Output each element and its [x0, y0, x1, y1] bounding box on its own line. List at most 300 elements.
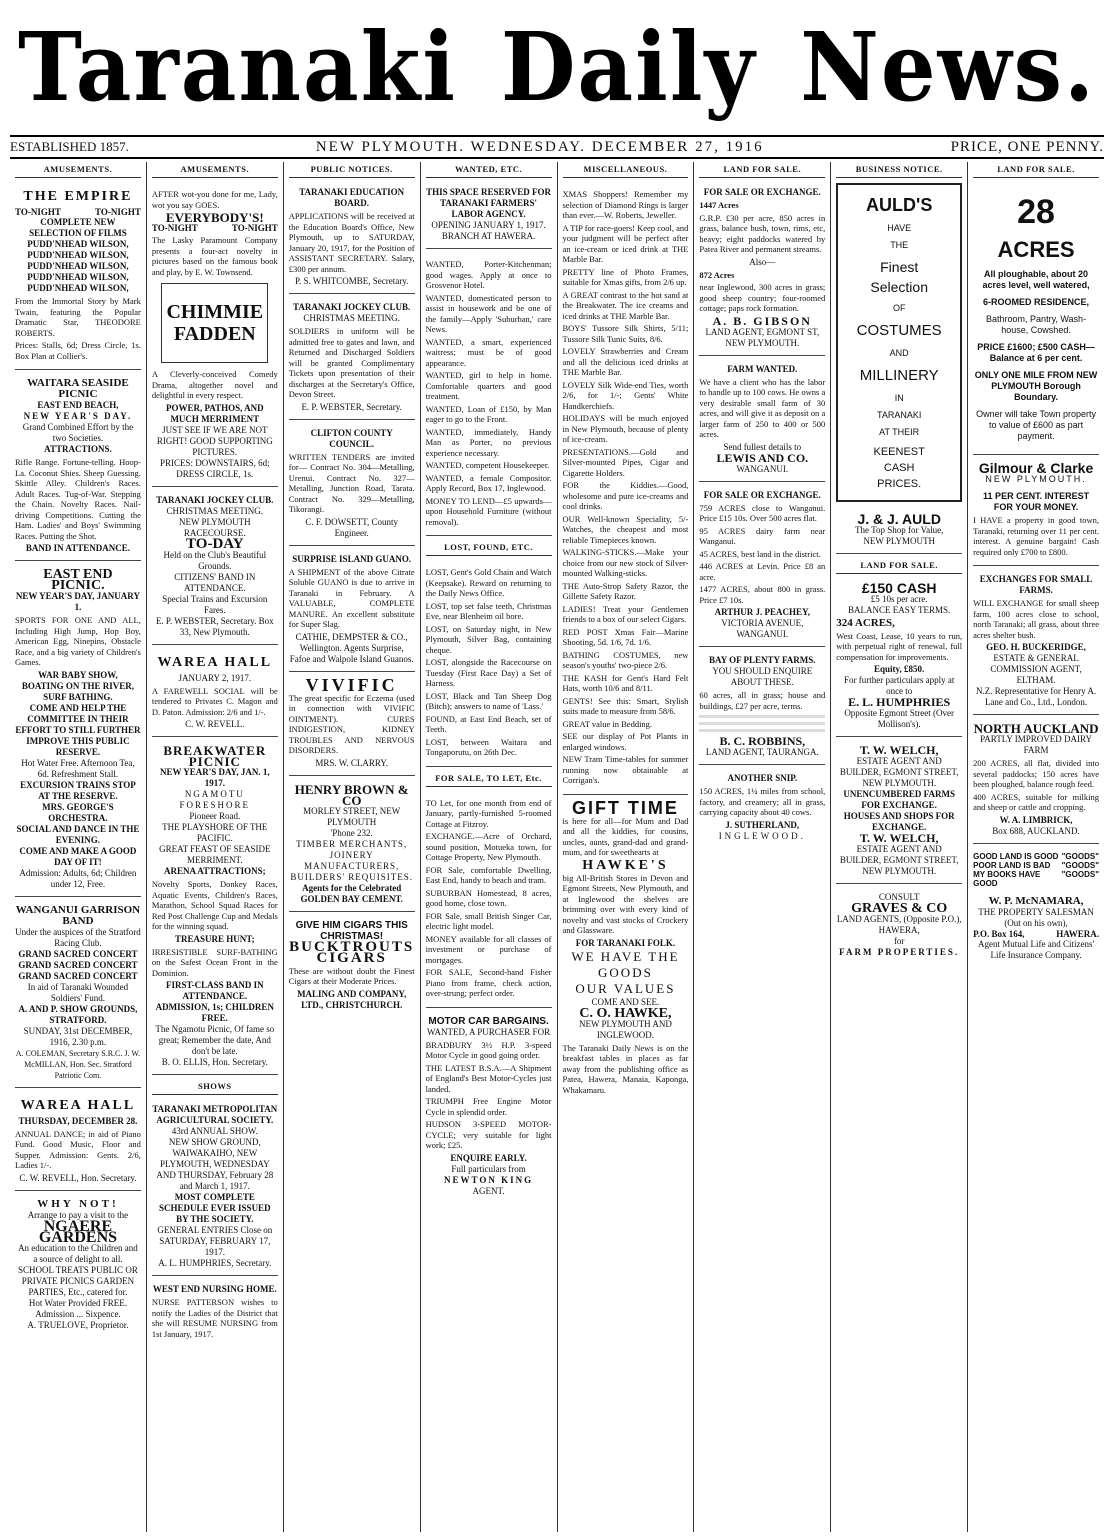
price-1600: PRICE £1600; £500 CASH— Balance at 6 per cent.: [977, 342, 1095, 363]
vivific-title: VIVIFIC: [305, 674, 398, 695]
surprise-ad: [289, 550, 415, 672]
motor-ad: [426, 1012, 552, 1203]
aulds-ad: [836, 183, 962, 502]
of: OF: [892, 303, 906, 313]
columns: [10, 162, 1104, 1532]
farm-wanted-ad: [699, 360, 825, 482]
mutual: Agent Mutual Life and Citizens' Life Insurance Company.: [978, 938, 1095, 960]
social: SOCIAL AND DANCE IN THE EVENING.: [16, 823, 140, 845]
whynot: WHY NOT!: [37, 1197, 119, 1210]
sale-item: SUBURBAN Homestead, 8 acres, good home, close town.: [425, 887, 552, 908]
jockey-title: TARANAKI JOCKEY CLUB.: [156, 494, 274, 505]
chimmie-fadden-logo: CHIMMIE FADDEN: [161, 283, 268, 363]
pudd-2: PUDD'NHEAD WILSON,: [27, 250, 129, 260]
picnic-poem: The Ngamotu Picnic, Of fame so great; Remember the date, And don't be late.: [155, 1024, 275, 1056]
money-lend: MONEY TO LEND—£5 upwards—upon Household Furniture (without removal).: [425, 495, 552, 527]
welch2-addr: ESTATE AGENT AND BUILDER, EGMONT STREET, NEW PLYMOUTH.: [839, 844, 959, 876]
co-addr: NEW PLYMOUTH AND INGLEWOOD.: [578, 1018, 672, 1040]
eastend-title: EAST END PICNIC.: [43, 567, 113, 593]
owner: Owner will take Town property to value of £600 as part payment.: [976, 409, 1096, 441]
misc-item: BATHING COSTUMES, new season's youths' two-piece 2/6.: [562, 649, 689, 670]
concert-2: GRAND SACRED CONCERT: [18, 959, 138, 970]
sale-header: FOR SALE, TO LET, Etc.: [426, 771, 552, 787]
wanted-item: WANTED, Porter-Kitchenman; good wages. Apply at once to Grosvenor Hotel.: [425, 259, 552, 290]
misc-item: RED POST Xmas Fair—Marine Shooting, 5d. 1/6, 7d. 1/6.: [562, 626, 689, 647]
ploughable: All ploughable, about 20 acres level, well watered,: [982, 269, 1090, 290]
plenty-title: BAY OF PLENTY FARMS.: [709, 655, 816, 665]
motor-item: TRIUMPH Free Engine Motor Cycle in splendid order.: [425, 1096, 552, 1117]
gibson: A. B. GIBSON: [712, 313, 812, 328]
ngaere-sign: A. TRUELOVE, Proprietor.: [27, 1319, 129, 1330]
mcnamara-ad: [973, 848, 1099, 967]
the: THE: [890, 240, 909, 250]
our-values: OUR VALUES: [575, 980, 676, 996]
column-header: AMUSEMENTS.: [152, 162, 278, 178]
prices: PRICES.: [877, 478, 922, 490]
welch-2: T. W. WELCH,: [859, 831, 939, 845]
column-land-for-sale-2: [967, 162, 1104, 1532]
lost-item: LOST, on Saturday night, in New Plymouth, Silver Bag, containing cheque.: [425, 623, 552, 655]
lost-item: LOST, alongside the Racecourse on Tuesday (First Race Day) a Set of Harness.: [425, 657, 552, 688]
mcnamara: W. P. McNAMARA,: [988, 894, 1084, 907]
playshore: THE PLAYSHORE OF THE PACIFIC.: [162, 822, 268, 843]
n759: 759 ACRES close to Wanganui. Price £15 10s. Over 500 acres flat.: [699, 502, 826, 523]
n95: 95 ACRES dairy farm near Wanganui.: [699, 525, 826, 546]
costumes: COSTUMES: [856, 322, 942, 339]
column-wanted: [420, 162, 557, 1532]
opening: OPENING JANUARY 1, 1917.: [431, 220, 546, 230]
peachey-addr: VICTORIA AVENUE, WANGANUI.: [721, 618, 804, 639]
misc-list: [563, 183, 689, 795]
houses: HOUSES AND SHOPS FOR EXCHANGE.: [843, 811, 955, 832]
wanted-item: WANTED, girl to help in home. Comfortable quarters and good treatment.: [425, 370, 552, 401]
equity: Equity, £850.: [874, 664, 925, 674]
wanted-item: WANTED, domesticated person to assist in housework and be one of the family—Apply 'Suburban,' care News.: [425, 292, 552, 334]
ngaere-ad: [15, 1195, 141, 1337]
everybodys-intro: AFTER wot-you done for me, Lady, wot you say GOES.: [151, 189, 278, 210]
roomed: 6-ROOMED RESIDENCE,: [983, 297, 1090, 307]
come-make: COME AND MAKE A GOOD DAY OF IT!: [19, 845, 137, 867]
jockey-venue: NEW PLYMOUTH RACECOURSE.: [178, 516, 251, 538]
humphries-ad: [836, 579, 962, 737]
daily-news-text: The Taranaki Daily News is on the breakfast tables in places as far away from the publishing office as Patea, Hawera, Manaia, Kaponga, Whakamaru.: [562, 1042, 689, 1095]
limbrick: W. A. LIMBRICK,: [999, 814, 1073, 825]
eltham: ELTHAM.: [1016, 675, 1056, 685]
and: AND: [889, 348, 909, 358]
empire-title: THE EMPIRE: [23, 189, 133, 204]
chimmie-text: A Cleverly-conceived Comedy Drama, altogether novel and delightful in every respect.: [151, 369, 278, 400]
land-sale-header: LAND FOR SALE.: [836, 558, 962, 574]
sale-item: FOR Sale, comfortable Dwelling, East End, handy to beach and tram.: [425, 864, 552, 885]
full-particulars: Full particulars from: [451, 1163, 526, 1174]
eastend-ad: [15, 565, 141, 897]
ngaere-school: SCHOOL TREATS PUBLIC OR PRIVATE PICNICS GARDEN PARTIES, Etc., catered for.: [18, 1264, 138, 1297]
column-header: PUBLIC NOTICES.: [289, 162, 415, 178]
surprise-sign: CATHIE, DEMPSTER & CO., Wellington. Agents Surprise, Fafoe and Walpole Island Guanos.: [289, 631, 414, 664]
cigars-head: GIVE HIM CIGARS THIS CHRISTMAS!: [295, 919, 408, 942]
warea-text: ANNUAL DANCE; in aid of Piano Fund. Good Music, Floor and Supper. Admission: Gents. 2/6, Ladies 1/-.: [15, 1128, 141, 1170]
metro-sign: A. L. HUMPHRIES, Secretary.: [158, 1258, 272, 1268]
today: TO-DAY: [186, 535, 244, 552]
henry-phone: 'Phone 232.: [330, 827, 373, 838]
goods-row-1: [973, 852, 1099, 861]
column-amusements-1: [10, 162, 146, 1532]
irresistible: IRRESISTIBLE SURF-BATHING on the Safest Ocean Front in the Dominion.: [151, 946, 278, 978]
treasure: TREASURE HUNT;: [175, 933, 255, 944]
nursing-ad: [152, 1280, 278, 1347]
peachey-ad: [699, 486, 825, 648]
misc-item: PRETTY line of Photo Frames, suitable for Xmas gifts, from 2/6 up.: [562, 266, 689, 287]
agent: AGENT.: [472, 1185, 505, 1196]
metro-schedule: MOST COMPLETE SCHEDULE EVER ISSUED BY THE SOCIETY.: [159, 1192, 271, 1224]
exchanges: EXCHANGES FOR SMALL FARMS.: [979, 574, 1093, 595]
empire-prices: Prices: Stalls, 6d; Dress Circle, 1s. Box Plan at Collier's.: [15, 340, 141, 361]
clifton-notice: [289, 424, 415, 546]
motor-item: THE LATEST B.S.A.—A Shipment of England's Best Motor-Cycles just landed.: [425, 1062, 552, 1094]
gift-time-ad: [563, 799, 689, 1104]
empire-sub: COMPLETE NEW SELECTION OF FILMS: [29, 217, 127, 238]
warea-date: THURSDAY, DECEMBER 28.: [18, 1115, 138, 1126]
vivific-sign: MRS. W. CLARRY.: [315, 757, 388, 768]
goods: "GOODS": [1061, 851, 1099, 861]
humphries: E. L. HUMPHRIES: [848, 695, 951, 709]
power: POWER, PATHOS, AND MUCH MERRIMENT: [165, 402, 264, 424]
arena-text: Novelty Sports, Donkey Races, Aquatic Events, Children's Races, Marathon, School Squad Races for Red Post Challenge Cup and Medals for the winning squad.: [151, 879, 278, 931]
warea-title: WAREA HALL: [20, 1097, 136, 1113]
n446: 446 ACRES at Levin. Price £8 an acre.: [699, 561, 826, 582]
misc-item: SEE our display of Pot Plants in enlarged windows.: [562, 731, 689, 752]
motor-title: MOTOR CAR BARGAINS.: [428, 1015, 549, 1027]
plenty-enquire: YOU SHOULD ENQUIRE ABOUT THESE.: [712, 666, 813, 687]
education-sign: P. S. WHITCOMBE, Secretary.: [294, 276, 409, 286]
gilmour-np: NEW PLYMOUTH.: [985, 474, 1087, 484]
limbrick-ad: [973, 719, 1099, 844]
rule: [699, 722, 825, 725]
motor-item: HUDSON 3-SPEED MOTOR-CYCLE; very suitable for light work; £25.: [425, 1119, 552, 1150]
admission: Admission: Adults, 6d; Children under 12, Free.: [19, 867, 137, 889]
eastend-day: NEW YEAR'S DAY, JANUARY 1.: [15, 591, 140, 612]
in: IN: [894, 393, 904, 403]
ngaere-title: NGAERE GARDENS: [38, 1217, 118, 1246]
misc-item: A TIP for race-goers! Keep cool, and your judgment will be perfect after an ice-cream or iced drink at THE Marble Bar.: [562, 222, 689, 264]
misc-item: XMAS Shoppers! Remember my selection of Diamond Rings is larger than ever.—W. Roberts, Jeweller.: [562, 189, 689, 220]
plenty-ad: [699, 651, 825, 765]
tonight-left: TO-NIGHT: [15, 207, 61, 217]
tonight-right: TO-NIGHT: [95, 207, 141, 217]
vivific-text: The great specific for Eczema (used in connection with VIVIFIC OINTMENT). CURES INDIGESTION, KIDNEY TROUBLES AND NERVOUS DISORDERS.: [288, 692, 415, 755]
clifton-sign: C. F. DOWSETT, County Engineer.: [305, 516, 398, 538]
timber: TIMBER MERCHANTS, JOINERY MANUFACTURERS, BUILDERS' REQUISITES.: [290, 838, 413, 882]
salesman: THE PROPERTY SALESMAN (Out on his own),: [978, 906, 1094, 928]
poor-land: POOR LAND IS BAD: [973, 860, 1051, 870]
wanganui: WANGANUI.: [736, 463, 789, 474]
orchestra: MRS. GEORGE'S ORCHESTRA.: [42, 801, 114, 823]
misc-item: BOYS' Tussore Silk Shirts, 5/11; Tussore Silk Tunic Suits, 8/6.: [562, 323, 689, 344]
picnic-sign: B. O. ELLIS, Hon. Secretary.: [161, 1057, 268, 1067]
finest: Finest: [880, 259, 919, 275]
metro-ad: [152, 1100, 278, 1276]
jj-auld: J. & J. AULD: [857, 511, 941, 527]
attractions-list: Rifle Range. Fortune-telling. Hoop-La. Coconut Shies. Sheep Guessing. Skittle Alley. Children's Races. Adult Races. Tug-of-War. Stepping the Chain. Novelty Races. Nail-driving Competitions. Cutting the Ham. Ladies' and Boys' Swimming Races. Putting the Shot.: [15, 457, 141, 541]
graves-ad: [836, 888, 962, 964]
n150: 150 ACRES, 1¼ miles from school, factory, and creamery; all in grass, carrying capacity about 40 cows.: [699, 786, 826, 817]
jockey-notice: [289, 298, 415, 420]
wanganui-sign: A. COLEMAN, Secretary S.R.C. J. W. McMILLAN, Hon. Sec. Stratford Patriotic Com.: [15, 1048, 141, 1080]
n1477: 1477 ACRES, about 800 in grass. Price £7 10s.: [699, 584, 826, 605]
tonight-left: TO-NIGHT: [151, 223, 198, 233]
goods: "GOODS": [1061, 869, 1099, 879]
established: ESTABLISHED 1857.: [10, 139, 129, 154]
goods: "GOODS": [1061, 860, 1099, 870]
misc-item: LADIES! Treat your Gentlemen friends to a box of our select Cigars.: [562, 603, 689, 624]
hawkes: HAWKE'S: [582, 857, 669, 873]
column-header: LAND FOR SALE.: [973, 162, 1099, 178]
pudd-4: PUDD'NHEAD WILSON,: [27, 272, 129, 282]
excursion: EXCURSION TRAINS STOP AT THE RESERVE.: [20, 779, 136, 801]
my-books: MY BOOKS HAVE GOOD: [973, 869, 1041, 888]
graves: GRAVES & CO: [851, 901, 948, 916]
warea-title: WAREA HALL: [157, 654, 273, 670]
motor-wanted: WANTED, A PURCHASER FOR: [427, 1026, 551, 1037]
humphries-addr: Opposite Egmont Street (Over Mollison's).: [844, 708, 955, 729]
metro-entries: GENERAL ENTRIES Close on SATURDAY, FEBRUARY 17, 1917.: [157, 1225, 273, 1257]
wanganui-sub: Under the auspices of the Stratford Racing Club.: [15, 926, 141, 948]
column-header: MISCELLANEOUS.: [563, 162, 689, 178]
wanted-item: WANTED, immediately, Handy Man as Porter, no previous experience necessary.: [425, 426, 552, 458]
concert-1: GRAND SACRED CONCERT: [18, 948, 138, 959]
hot-water: Hot Water Free. Afternoon Tea, 6d. Refreshment Stall.: [21, 757, 135, 779]
misc-item: PRESENTATIONS.—Gold and Silver-mounted Pipes, Cigar and Cigarette Holders.: [562, 446, 689, 478]
lost-item: LOST, top set false teeth, Christmas Eve, near Blenheim oil bore.: [425, 600, 552, 621]
admission: ADMISSION, 1s; CHILDREN FREE.: [155, 1002, 274, 1023]
pudd-1: PUDD'NHEAD WILSON,: [27, 239, 129, 249]
welch-addr: ESTATE AGENT AND BUILDER, EGMONT STREET, NEW PLYMOUTH.: [839, 756, 959, 788]
n28: 28: [1017, 193, 1055, 231]
lasky-text: The Lasky Paramount Company presents a four-act novelty in pictures based on the famous book and play, by E. W. Townsend.: [151, 235, 278, 277]
wanganui-title: WANGANUI GARRISON BAND: [15, 903, 141, 927]
robbins: B. C. ROBBINS,: [719, 734, 806, 748]
warea-ad: [15, 1092, 141, 1191]
graves-agents: LAND AGENTS, (Opposite P.O.),: [836, 914, 962, 924]
unencumbered: UNENCUMBERED FARMS FOR EXCHANGE.: [843, 789, 955, 810]
acres-324-text: West Coast, Lease, 10 years to run, with perpetual right of renewal, full compensation for improvements.: [836, 630, 963, 662]
also: Also—: [749, 256, 776, 267]
come-help: COME AND HELP THE COMMITTEE IN THEIR EFFORT TO STILL FURTHER IMPROVE THIS PUBLIC RESERVE.: [15, 702, 141, 757]
n200: 200 ACRES, all flat, divided into several paddocks; 150 acres have been ploughed, balance rough feed.: [973, 758, 1099, 789]
n400: 400 ACRES, suitable for milking and sheep or cattle and cropping.: [973, 791, 1099, 812]
column-header: AMUSEMENTS.: [15, 162, 141, 178]
waitara-sub: EAST END BEACH,: [37, 400, 119, 410]
just-see: JUST SEE IF WE ARE NOT RIGHT! GOOD SUPPORTING PICTURES.: [156, 424, 273, 457]
goods-row-3: [973, 870, 1099, 888]
farm-props: FARM PROPERTIES.: [839, 947, 960, 957]
acres-1447: 1447 Acres: [699, 200, 739, 210]
clifton-title: CLIFTON COUNTY COUNCIL.: [310, 427, 393, 449]
eastend-sports: SPORTS FOR ONE AND ALL, Including High Jump, Hop Boy, American Egg, Ninepins, Obstacle Race, and a big variety of Children's Games.: [15, 615, 141, 667]
sale-exchange-2: FOR SALE OR EXCHANGE.: [703, 489, 821, 500]
maling: MALING AND COMPANY, LTD., CHRISTCHURCH.: [297, 988, 407, 1010]
first-class: FIRST-CLASS BAND IN ATTENDANCE.: [165, 980, 264, 1001]
warea-sign: C. W. REVELL, Hon. Secretary.: [19, 1172, 137, 1183]
po-box: P.O. Box 164,: [973, 928, 1025, 939]
column-header: BUSINESS NOTICE.: [836, 162, 962, 178]
hawera: BRANCH AT HAWERA.: [441, 231, 536, 241]
ngaere-hot: Hot Water Provided FREE.: [28, 1297, 127, 1308]
north-auckland: NORTH AUCKLAND: [973, 721, 1099, 736]
enquire: ENQUIRE EARLY.: [450, 1152, 527, 1163]
gift-title: GIFT TIME: [571, 797, 679, 818]
warea-sign: C. W. REVELL.: [185, 719, 245, 729]
empire-ad: [15, 183, 141, 370]
eleven-text: I HAVE a property in good town, Taranaki, returning over 11 per cent. interest. A genuine bargain! Cash required only £700 to £800.: [973, 515, 1099, 557]
lewis: LEWIS AND CO.: [716, 450, 809, 465]
tonight-right: TO-NIGHT: [231, 223, 278, 233]
ngaere-text: An education to the Children and a source of delight to all.: [18, 1242, 138, 1264]
taranaki-folk: FOR TARANAKI FOLK.: [575, 937, 676, 948]
everybodys-ad: [152, 183, 278, 487]
cigars-ad: [289, 916, 415, 1017]
ngaere-adm: Admission ... Sixpence.: [35, 1308, 121, 1319]
metro-sub: 43rd ANNUAL SHOW.: [171, 1126, 258, 1136]
eleven: 11 PER CENT. INTEREST FOR YOUR MONEY.: [983, 491, 1090, 512]
buckeridge-ad: [973, 570, 1099, 715]
balance: BALANCE EASY TERMS.: [848, 605, 951, 615]
consult: CONSULT: [878, 892, 920, 902]
acres-28-ad: [973, 183, 1099, 455]
acres-872: 872 Acres: [699, 269, 735, 280]
henry-title: HENRY BROWN & CO: [294, 781, 409, 808]
jj-auld-ad: [836, 510, 962, 554]
gilmour: Gilmour & Clarke: [978, 460, 1094, 476]
gibson-addr: LAND AGENT, EGMONT ST, NEW PLYMOUTH.: [705, 326, 820, 348]
buckeridge: GEO. H. BUCKERIDGE,: [986, 642, 1086, 652]
acres-872-text: near Inglewood, 300 acres in grass; good sheep country; four-roomed cottage; paps rock formation.: [699, 282, 826, 313]
sale-item: FOR SALE, Second-hand Fisher Piano from frame, check action, over-strung; perfect order.: [425, 967, 552, 998]
lost-item: LOST, between Waitara and Tongaporutu, on 26th Dec.: [425, 736, 552, 757]
sale-item: EXCHANGE.—Acre of Orchard, sound position, Motueka town, for Cottage Property, New Plymouth.: [425, 831, 552, 862]
farmers: THIS SPACE RESERVED FOR TARANAKI FARMERS' LABOR AGENCY.: [426, 187, 551, 219]
topshop: The Top Shop for Value,: [855, 525, 944, 535]
column-miscellaneous: [557, 162, 694, 1532]
we-have: WE HAVE THE GOODS: [571, 948, 680, 980]
jockey-sub: CHRISTMAS MEETING.: [303, 313, 400, 323]
misc-item: A GREAT contrast to the hot sand at the Breakwater. The ice creams and iced drinks at THE Marble Bar.: [562, 289, 689, 321]
price: PRICE, ONE PENNY.: [950, 138, 1104, 155]
warea-date: JANUARY 2, 1917.: [178, 672, 252, 683]
band: BAND IN ATTENDANCE.: [25, 543, 130, 553]
lost-header: LOST, FOUND, ETC.: [426, 540, 552, 556]
metro-title: TARANAKI METROPOLITAN AGRICULTURAL SOCIETY.: [152, 1104, 278, 1125]
dateline: [10, 135, 1104, 159]
empire-tonight: [15, 207, 141, 217]
henry-brown-ad: [289, 780, 415, 912]
have: HAVE: [887, 223, 912, 233]
concert-3: GRAND SACRED CONCERT: [18, 970, 138, 981]
partly: PARTLY IMPROVED DAIRY FARM: [980, 734, 1093, 755]
warea-text: A FAREWELL SOCIAL will be tendered to Privates C. Magon and D. Paton. Admission: 2/6 and 1/-.: [151, 685, 278, 717]
misc-item: LOVELY Silk Wide-end Ties, worth 2/6, for 1/-; Gents' White Handkerchiefs.: [562, 379, 689, 411]
arena: ARENA ATTRACTIONS;: [164, 866, 266, 876]
goods-row-2: [973, 861, 1099, 870]
prices: PRICES: DOWNSTAIRS, 6d; DRESS CIRCLE, 1s.: [160, 457, 270, 479]
special: Special Trains and Excursion Fares.: [162, 593, 268, 615]
vivific-ad: [289, 676, 415, 776]
wanganui-ad: [15, 901, 141, 1088]
masthead-word-news: News.: [800, 11, 1096, 124]
send: Send fullest details to: [723, 441, 802, 452]
plenty-text: 60 acres, all in grass; house and buildings, £27 per acre, terms.: [699, 690, 826, 711]
acres-1447-text: G.R.P. £30 per acre, 850 acres in grass, balance bush, town, rims, etc, heavy; eight paddocks watered by Patea River and permanent streams.: [699, 212, 826, 254]
wanganui-venue: A. AND P. SHOW GROUNDS, STRATFORD.: [18, 1003, 138, 1025]
gilmour-ad: [973, 459, 1099, 566]
nz: N.Z. Representative for Henry A. Lane and Co., Ltd., London.: [975, 686, 1097, 707]
farm-text: We have a client who has the labor to handle up to 100 cows. He owns a very desirable small farm of 30 acres, and will give it as deposit on a larger farm of 250 to 400 or 500 acres.: [699, 376, 826, 439]
everybodys-title: EVERYBODY'S!: [165, 210, 264, 225]
breakwater-title: BREAKWATER PICNIC: [163, 743, 267, 769]
column-amusements-2: [146, 162, 283, 1532]
pudd-3: PUDD'NHEAD WILSON,: [27, 261, 129, 271]
jockey-sign: E. P. WEBSTER, Secretary.: [301, 401, 402, 412]
rule: [699, 715, 825, 718]
inglewood: INGLEWOOD.: [718, 830, 806, 841]
sale-exchange: FOR SALE OR EXCHANGE.: [703, 187, 821, 197]
empire-text: From the Immortal Story by Mark Twain, featuring the Popular Dramatic Star, THEODORE ROBERTS.: [15, 296, 141, 338]
sale-item: TO Let, for one month from end of January, partly-furnished 5-roomed Cottage at Fitzroy.: [425, 797, 552, 829]
sale-list: [426, 792, 552, 1008]
mile: ONLY ONE MILE FROM NEW PLYMOUTH Borough Boundary.: [974, 370, 1098, 402]
masthead-word-daily: Daily: [500, 11, 757, 124]
wanted-item: WANTED, a smart, experienced waitress; must be of good appearance.: [425, 336, 552, 368]
misc-item: GREAT value in Bedding.: [562, 718, 653, 729]
misc-item: HOLIDAYS will be much enjoyed in New Plymouth, because of plenty of ice-cream.: [562, 413, 689, 444]
gift-text: is here for all—for Mum and Dad and all the kiddies, for cousins, uncles, aunts, grand-dad and grand-mum, and for sweethearts at: [562, 815, 689, 857]
aulds: AULD'S: [866, 195, 933, 215]
millinery: MILLINERY: [859, 367, 939, 384]
welch-ad: [836, 741, 962, 884]
waitara-day: NEW YEAR'S DAY.: [23, 411, 133, 421]
buckeridge-title: ESTATE & GENERAL COMMISSION AGENT,: [990, 653, 1082, 674]
golden-bay: Agents for the Celebrated GOLDEN BAY CEMENT.: [300, 882, 403, 904]
ngaere-pre: Arrange to pay a visit to the: [27, 1209, 129, 1220]
welch: T. W. WELCH,: [859, 743, 939, 757]
surprise-text: A SHIPMENT of the above Citrate Soluble GUANO is due to arrive in Taranaki in February. A VALUABLE, COMPLETE MANURE. An excellent substitute for Super Slag.: [288, 566, 415, 629]
waitara-grand: Grand Combined Effort by the two Societies.: [22, 422, 134, 443]
jockey-sub: CHRISTMAS MEETING.: [166, 505, 264, 516]
column-land-for-sale-1: [693, 162, 830, 1532]
jockey-title: TARANAKI JOCKEY CLUB.: [293, 302, 411, 312]
attractions: ATTRACTIONS.: [44, 444, 112, 454]
hawkes-text: big All-British Stores in Devon and Egmont Streets, New Plymouth, and at Inglewood the shelves are brimming over with every kind of novelty and vast stocks of Crockery and Glassware.: [562, 872, 689, 935]
exchanges-text: WILL EXCHANGE for small sheep farm, 100 acres close to school, north Taranaki; all grass, about three acres shelter bush.: [973, 598, 1099, 640]
misc-item: LOVELY Strawberries and Cream and all the delicious iced drinks at THE Marble Bar.: [562, 346, 689, 377]
cigars-text: These are without doubt the Finest Cigars at their Moderate Prices.: [288, 965, 415, 986]
lost-list: [426, 561, 552, 767]
misc-item: NEW Tram Time-tables for summer running now obtainable at Corrigan's.: [562, 754, 689, 785]
lost-item: LOST, Black and Tan Sheep Dog (Bitch); answers to name of 'Lass.': [425, 690, 552, 711]
shows-header: SHOWS: [152, 1079, 278, 1095]
wanted-item: WANTED, Loan of £150, by Man eager to go to the Front.: [425, 403, 552, 424]
bathroom: Bathroom, Pantry, Wash-house, Cowshed.: [986, 314, 1087, 335]
misc-item: WALKING-STICKS.—Make your choice from our new stock of Silver-mounted Walking-sticks.: [562, 547, 689, 578]
ngamotu: NGAMOTU FORESHORE: [179, 789, 251, 810]
sutherland-ad: [699, 769, 825, 848]
sutherland: J. SUTHERLAND,: [725, 819, 800, 830]
graves-hawera: HAWERA,: [878, 925, 920, 935]
baby-show: WAR BABY SHOW,: [38, 669, 118, 680]
waitara-title: WAITARA SEASIDE PICNIC: [27, 377, 129, 400]
for: for: [893, 936, 905, 946]
surprise-title: SURPRISE ISLAND GUANO.: [292, 553, 412, 564]
